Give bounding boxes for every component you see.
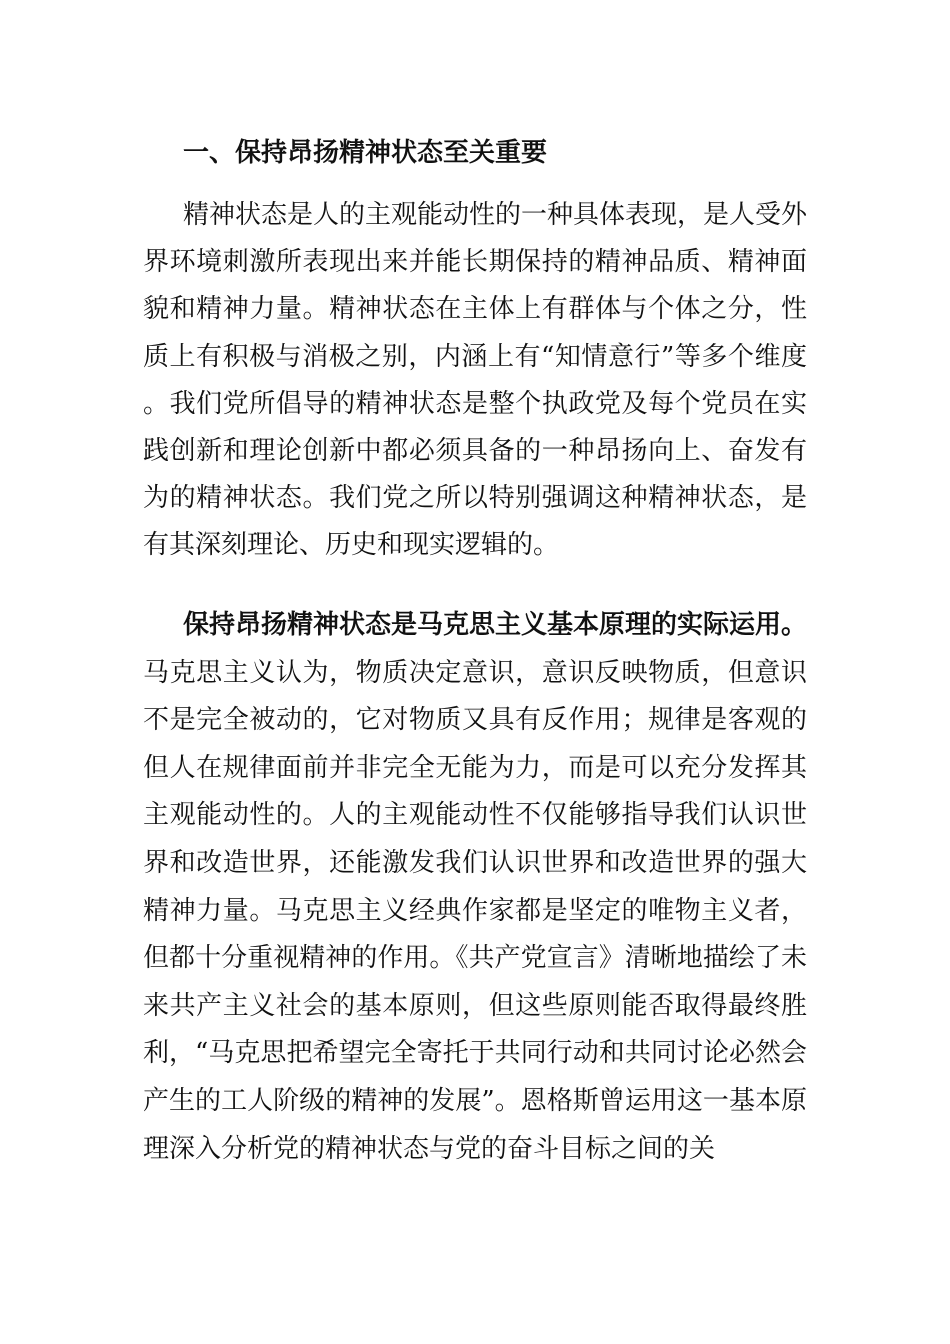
paragraph-2-body: 马克思主义认为，物质决定意识，意识反映物质，但意识不是完全被动的，它对物质又具有反作用；规律是客观的但人在规律面前并非完全无能为力，而是可以充分发挥其主观能动性的。人的主观能动性不仅能够指导我们认识世界和改造世界，还能激发我们认识世界和改造世界的强大精神力量。马克思主义经典作家都是坚定的唯物主义者，但都十分重视精神的作用。《共产党宣言》清晰地描绘了未来共产主义社会的基本原则，但这些原则能否取得最终胜利，“马克思把希望完全寄托于共同行动和共同讨论必然会产生的工人阶级的精神的发展”。恩格斯曾运用这一基本原理深入分析党的精神状态与党的奋斗目标之间的关 (143, 657, 807, 1164)
section-heading: 一、保持昂扬精神状态至关重要 (183, 138, 548, 168)
paragraph-2 (143, 602, 807, 1173)
paragraph-1: 精神状态是人的主观能动性的一种具体表现，是人受外界环境刺激所表现出来并能长期保持的精神品质、精神面貌和精神力量。精神状态在主体上有群体与个体之分，性质上有积极与消极之别，内涵上有“知情意行”等多个维度。我们党所倡导的精神状态是整个执政党及每个党员在实践创新和理论创新中都必须具备的一种昂扬向上、奋发有为的精神状态。我们党之所以特别强调这种精神状态，是有其深刻理论、历史和现实逻辑的。 (143, 200, 808, 561)
paragraph-2-lead-sentence: 保持昂扬精神状态是马克思主义基本原理的实际运用。 (183, 610, 808, 640)
